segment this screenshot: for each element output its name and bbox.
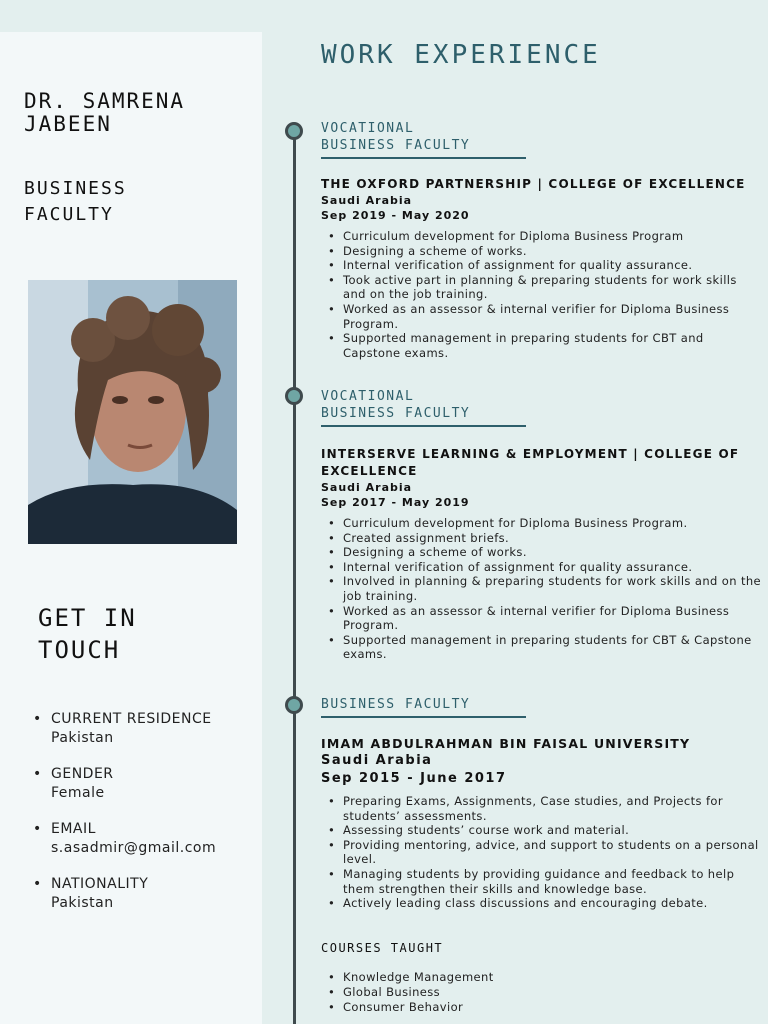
list-item: • Supported management in preparing students for CBT & Capstone exams. xyxy=(321,633,763,662)
timeline-line xyxy=(293,130,296,1024)
list-item: • Actively leading class discussions and encouraging debate. xyxy=(321,896,763,911)
timeline-dot xyxy=(285,387,303,405)
list-item: • Worked as an assessor & internal verifier for Diploma Business Program. xyxy=(321,604,763,633)
list-item: • Internal verification of assignment for quality assurance. xyxy=(321,258,763,273)
job-location: Saudi Arabia xyxy=(321,194,413,207)
job-organization: THE OXFORD PARTNERSHIP | COLLEGE OF EXCELLENCE xyxy=(321,177,746,191)
list-item: • Worked as an assessor & internal verifier for Diploma Business Program. xyxy=(321,302,763,331)
job-location: Saudi Arabia xyxy=(321,753,433,768)
job-dates: Sep 2017 - May 2019 xyxy=(321,496,470,509)
timeline-dot xyxy=(285,122,303,140)
list-item: • Preparing Exams, Assignments, Case studies, and Projects for students’ assessments. xyxy=(321,794,763,823)
contact-item-nationality: • NATIONALITY Pakistan xyxy=(33,875,258,913)
list-item: • Supported management in preparing students for CBT and Capstone exams. xyxy=(321,331,763,360)
contact-item-email: • EMAIL s.asadmir@gmail.com xyxy=(33,820,258,858)
job-duties xyxy=(321,229,763,360)
timeline-dot xyxy=(285,696,303,714)
list-item: • Providing mentoring, advice, and support to students on a personal level. xyxy=(321,838,763,867)
job-duties xyxy=(321,794,763,911)
profile-role: BUSINESS FACULTY xyxy=(24,178,127,225)
list-item: • Curriculum development for Diploma Business Program xyxy=(321,229,763,244)
sidebar xyxy=(0,32,262,1024)
portrait-image xyxy=(28,280,237,544)
list-item: • Internal verification of assignment for quality assurance. xyxy=(321,560,763,575)
email-link[interactable]: s.asadmir@gmail.com xyxy=(51,840,217,856)
courses-list xyxy=(321,970,761,1015)
list-item: • Knowledge Management xyxy=(321,970,761,985)
job-position: VOCATIONAL BUSINESS FACULTY xyxy=(321,388,526,427)
job-organization: IMAM ABDULRAHMAN BIN FAISAL UNIVERSITY xyxy=(321,736,691,751)
courses-title: COURSES TAUGHT xyxy=(321,941,444,955)
list-item: • Created assignment briefs. xyxy=(321,531,763,546)
list-item: • Designing a scheme of works. xyxy=(321,545,763,560)
job-entry xyxy=(321,446,763,662)
job-dates: Sep 2015 - June 2017 xyxy=(321,771,507,786)
job-organization: INTERSERVE LEARNING & EMPLOYMENT | COLLEGE OF EXCELLENCE xyxy=(321,447,740,478)
profile-name: DR. SAMRENA JABEEN xyxy=(24,89,186,136)
contact-list xyxy=(33,710,258,930)
list-item: • Involved in planning & preparing students for work skills and on the job training. xyxy=(321,574,763,603)
list-item: • Consumer Behavior xyxy=(321,1000,761,1015)
list-item: • Curriculum development for Diploma Business Program. xyxy=(321,516,763,531)
list-item: • Managing students by providing guidance and feedback to help them strengthen their skills and knowledge base. xyxy=(321,867,763,896)
profile-photo xyxy=(28,280,237,544)
list-item: • Took active part in planning & preparing students for work skills and on the job training. xyxy=(321,273,763,302)
job-position: VOCATIONAL BUSINESS FACULTY xyxy=(321,120,526,159)
list-item: • Global Business xyxy=(321,985,761,1000)
job-entry xyxy=(321,735,763,911)
job-entry xyxy=(321,176,763,360)
work-experience-title: WORK EXPERIENCE xyxy=(321,40,601,70)
job-position: BUSINESS FACULTY xyxy=(321,696,526,718)
list-item: • Designing a scheme of works. xyxy=(321,244,763,259)
job-duties xyxy=(321,516,763,662)
list-item: • Assessing students’ course work and material. xyxy=(321,823,763,838)
job-location: Saudi Arabia xyxy=(321,481,413,494)
job-dates: Sep 2019 - May 2020 xyxy=(321,209,470,222)
contact-item-gender: • GENDER Female xyxy=(33,765,258,803)
contact-item-residence: • CURRENT RESIDENCE Pakistan xyxy=(33,710,258,748)
contact-heading: GET IN TOUCH xyxy=(38,604,137,664)
